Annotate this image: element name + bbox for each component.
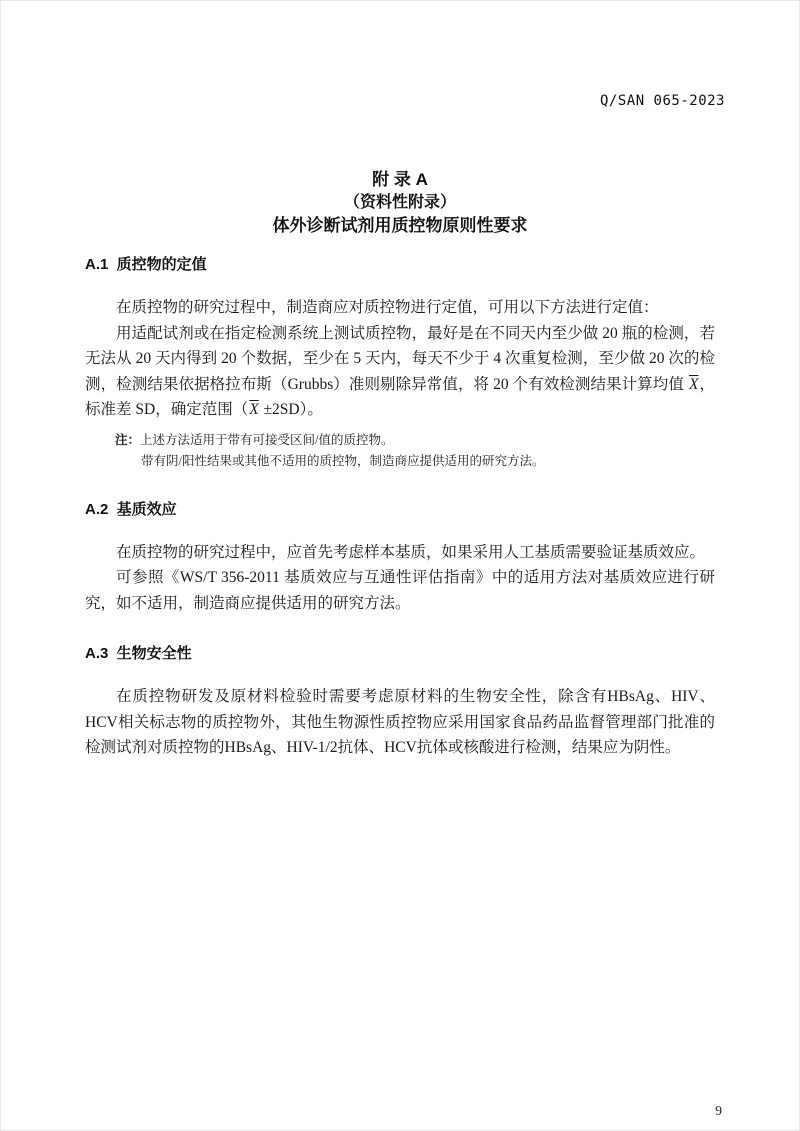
appendix-title: 附 录 A xyxy=(372,170,428,189)
doc-code-header: Q/SAN 065-2023 xyxy=(599,93,725,109)
a1-p2-text-1: 用适配试剂或在指定检测系统上测试质控物，最好是在不同天内至少做 20 瓶的检测，若无法从 20 天内得到 20 个数据，至少在 5 天内，每天不少于 4 次重复检测，至少做 20 次的检测，检测结果依据格拉布斯（Grubbs）准则剔除异常值，将 20 个有效检测结果计算均值 xyxy=(85,324,715,393)
note-line-2: 带有阴/阳性结果或其他不适用的质控物，制造商应提供适用的研究方法。 xyxy=(141,453,545,468)
section-a3-heading: A.3 生物安全性 xyxy=(85,645,192,662)
a1-p2-text-3: ±2SD）。 xyxy=(259,401,323,418)
section-a3-body xyxy=(85,684,715,761)
appendix-subject-title: 体外诊断试剂用质控物原则性要求 xyxy=(272,216,528,235)
section-a2-paragraph-2: 可参照《WS/T 356-2011 基质效应与互通性评估指南》中的适用方法对基质效应进行研究，如不适用，制造商应提供适用的研究方法。 xyxy=(85,569,715,612)
section-a1-paragraph-2 xyxy=(85,321,715,423)
appendix-title-block xyxy=(85,168,715,237)
note-line-1-text: 上述方法适用于带有可接受区间/值的质控物。 xyxy=(140,432,394,447)
note-label: 注： xyxy=(115,432,141,447)
mean-xbar-symbol: $\overline{X}$ xyxy=(249,401,259,418)
page-content xyxy=(85,168,715,761)
section-a1-note xyxy=(85,430,715,472)
a1-p2-text-2: ，标准差 SD，确定范围（ xyxy=(85,375,715,418)
section-a2-body xyxy=(85,540,715,617)
note-line-1 xyxy=(115,430,715,451)
mean-xbar-symbol: $\overline{X}$ xyxy=(688,375,699,393)
section-a1-heading: A.1 质控物的定值 xyxy=(85,256,207,273)
appendix-type-note: （资料性附录） xyxy=(343,194,456,211)
section-a3-paragraph-1: 在质控物研发及原材料检验时需要考虑原材料的生物安全性，除含有HBsAg、HIV、HCV相关标志物的质控物外，其他生物源性质控物应采用国家食品药品监督管理部门批准的检测试剂对质控物的HBsAg、HIV-1/2抗体、HCV抗体或核酸进行检测，结果应为阴性。 xyxy=(85,688,715,756)
page-number: 9 xyxy=(715,1103,722,1118)
section-a1-body xyxy=(85,295,715,423)
section-a2-heading: A.2 基质效应 xyxy=(85,500,177,518)
section-a1-paragraph-1: 在质控物的研究过程中，制造商应对质控物进行定值，可用以下方法进行定值： xyxy=(116,299,659,316)
section-a2-paragraph-1: 在质控物的研究过程中，应首先考虑样本基质，如果采用人工基质需要验证基质效应。 xyxy=(116,543,706,561)
